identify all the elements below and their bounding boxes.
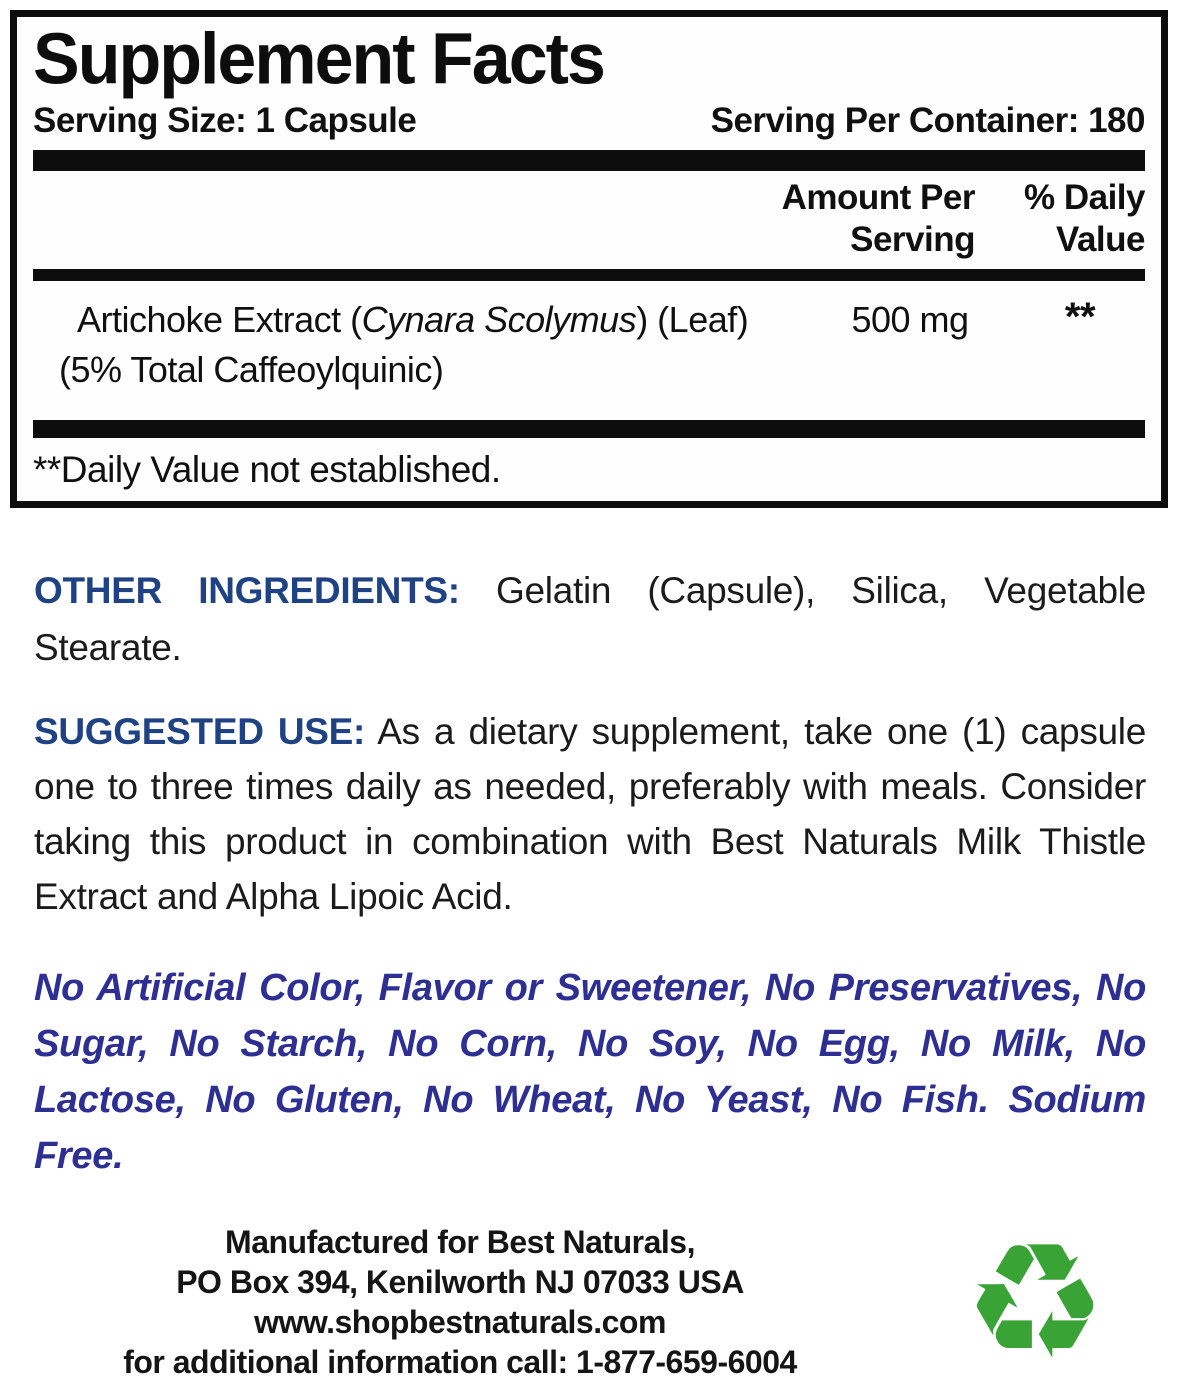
ingredient-name [33, 295, 805, 395]
phone-line: for additional information call: 1-877-659-6004 [123, 1344, 797, 1380]
recycle-icon: ♻ [963, 1208, 1107, 1395]
ingredient-name-prefix: Artichoke Extract ( [77, 299, 362, 340]
address-line: PO Box 394, Kenilworth NJ 07033 USA [176, 1264, 744, 1300]
other-ingredients-paragraph [34, 562, 1146, 676]
recycle-icon-container [890, 1208, 1180, 1395]
serving-info-row [33, 101, 1145, 141]
supplement-facts-panel [10, 10, 1168, 508]
suggested-use-paragraph [34, 704, 1146, 924]
other-ingredients-text: Gelatin (Capsule), Silica, Vegetable Stearate. [34, 570, 1147, 668]
ingredient-latin-name: Cynara Scolymus [361, 299, 637, 340]
divider-bar-thick-top [33, 150, 1145, 171]
percent-daily-value-header: % Daily Value [1024, 178, 1145, 259]
ingredient-standardization: (5% Total Caffeoylquinic) [59, 349, 444, 390]
ingredient-name-suffix: ) (Leaf) [636, 299, 749, 340]
serving-size-label: Serving Size: 1 Capsule [33, 101, 417, 140]
other-ingredients-label: OTHER INGREDIENTS: [34, 570, 460, 611]
ingredient-daily-value: ** [1064, 295, 1096, 339]
manufacturer-info [30, 1222, 890, 1382]
manufacturer-line: Manufactured for Best Naturals, [225, 1224, 695, 1260]
daily-value-footnote: **Daily Value not established. [33, 449, 501, 490]
manufacturer-footer [0, 1208, 1180, 1395]
no-additives-claims-paragraph: No Artificial Color, Flavor or Sweetener, No Preservatives, No Sugar, No Starch, No Corn, No Soy, No Egg, No Milk, No Lactose, No Gluten, No Wheat, No Yeast, No Fish. Sodium Free. [34, 967, 1146, 1177]
amount-per-serving-header: Amount Per Serving [781, 178, 975, 259]
servings-per-container-label: Serving Per Container: 180 [710, 101, 1145, 140]
suggested-use-text: As a dietary supplement, take one (1) capsule one to three times daily as needed, preferably with meals. Consider taking this product in combination with Best Naturals Milk Thistle Extract and Alpha Lipoic Acid. [34, 711, 1147, 917]
ingredient-row [33, 281, 1145, 409]
ingredient-amount: 500 mg [851, 299, 969, 340]
divider-bar-thick-bottom [33, 420, 1145, 438]
website-line: www.shopbestnaturals.com [254, 1304, 666, 1340]
suggested-use-label: SUGGESTED USE: [34, 711, 366, 752]
panel-title: Supplement Facts [33, 17, 604, 100]
column-headers-row [33, 171, 1145, 269]
divider-bar-mid [33, 269, 1145, 281]
